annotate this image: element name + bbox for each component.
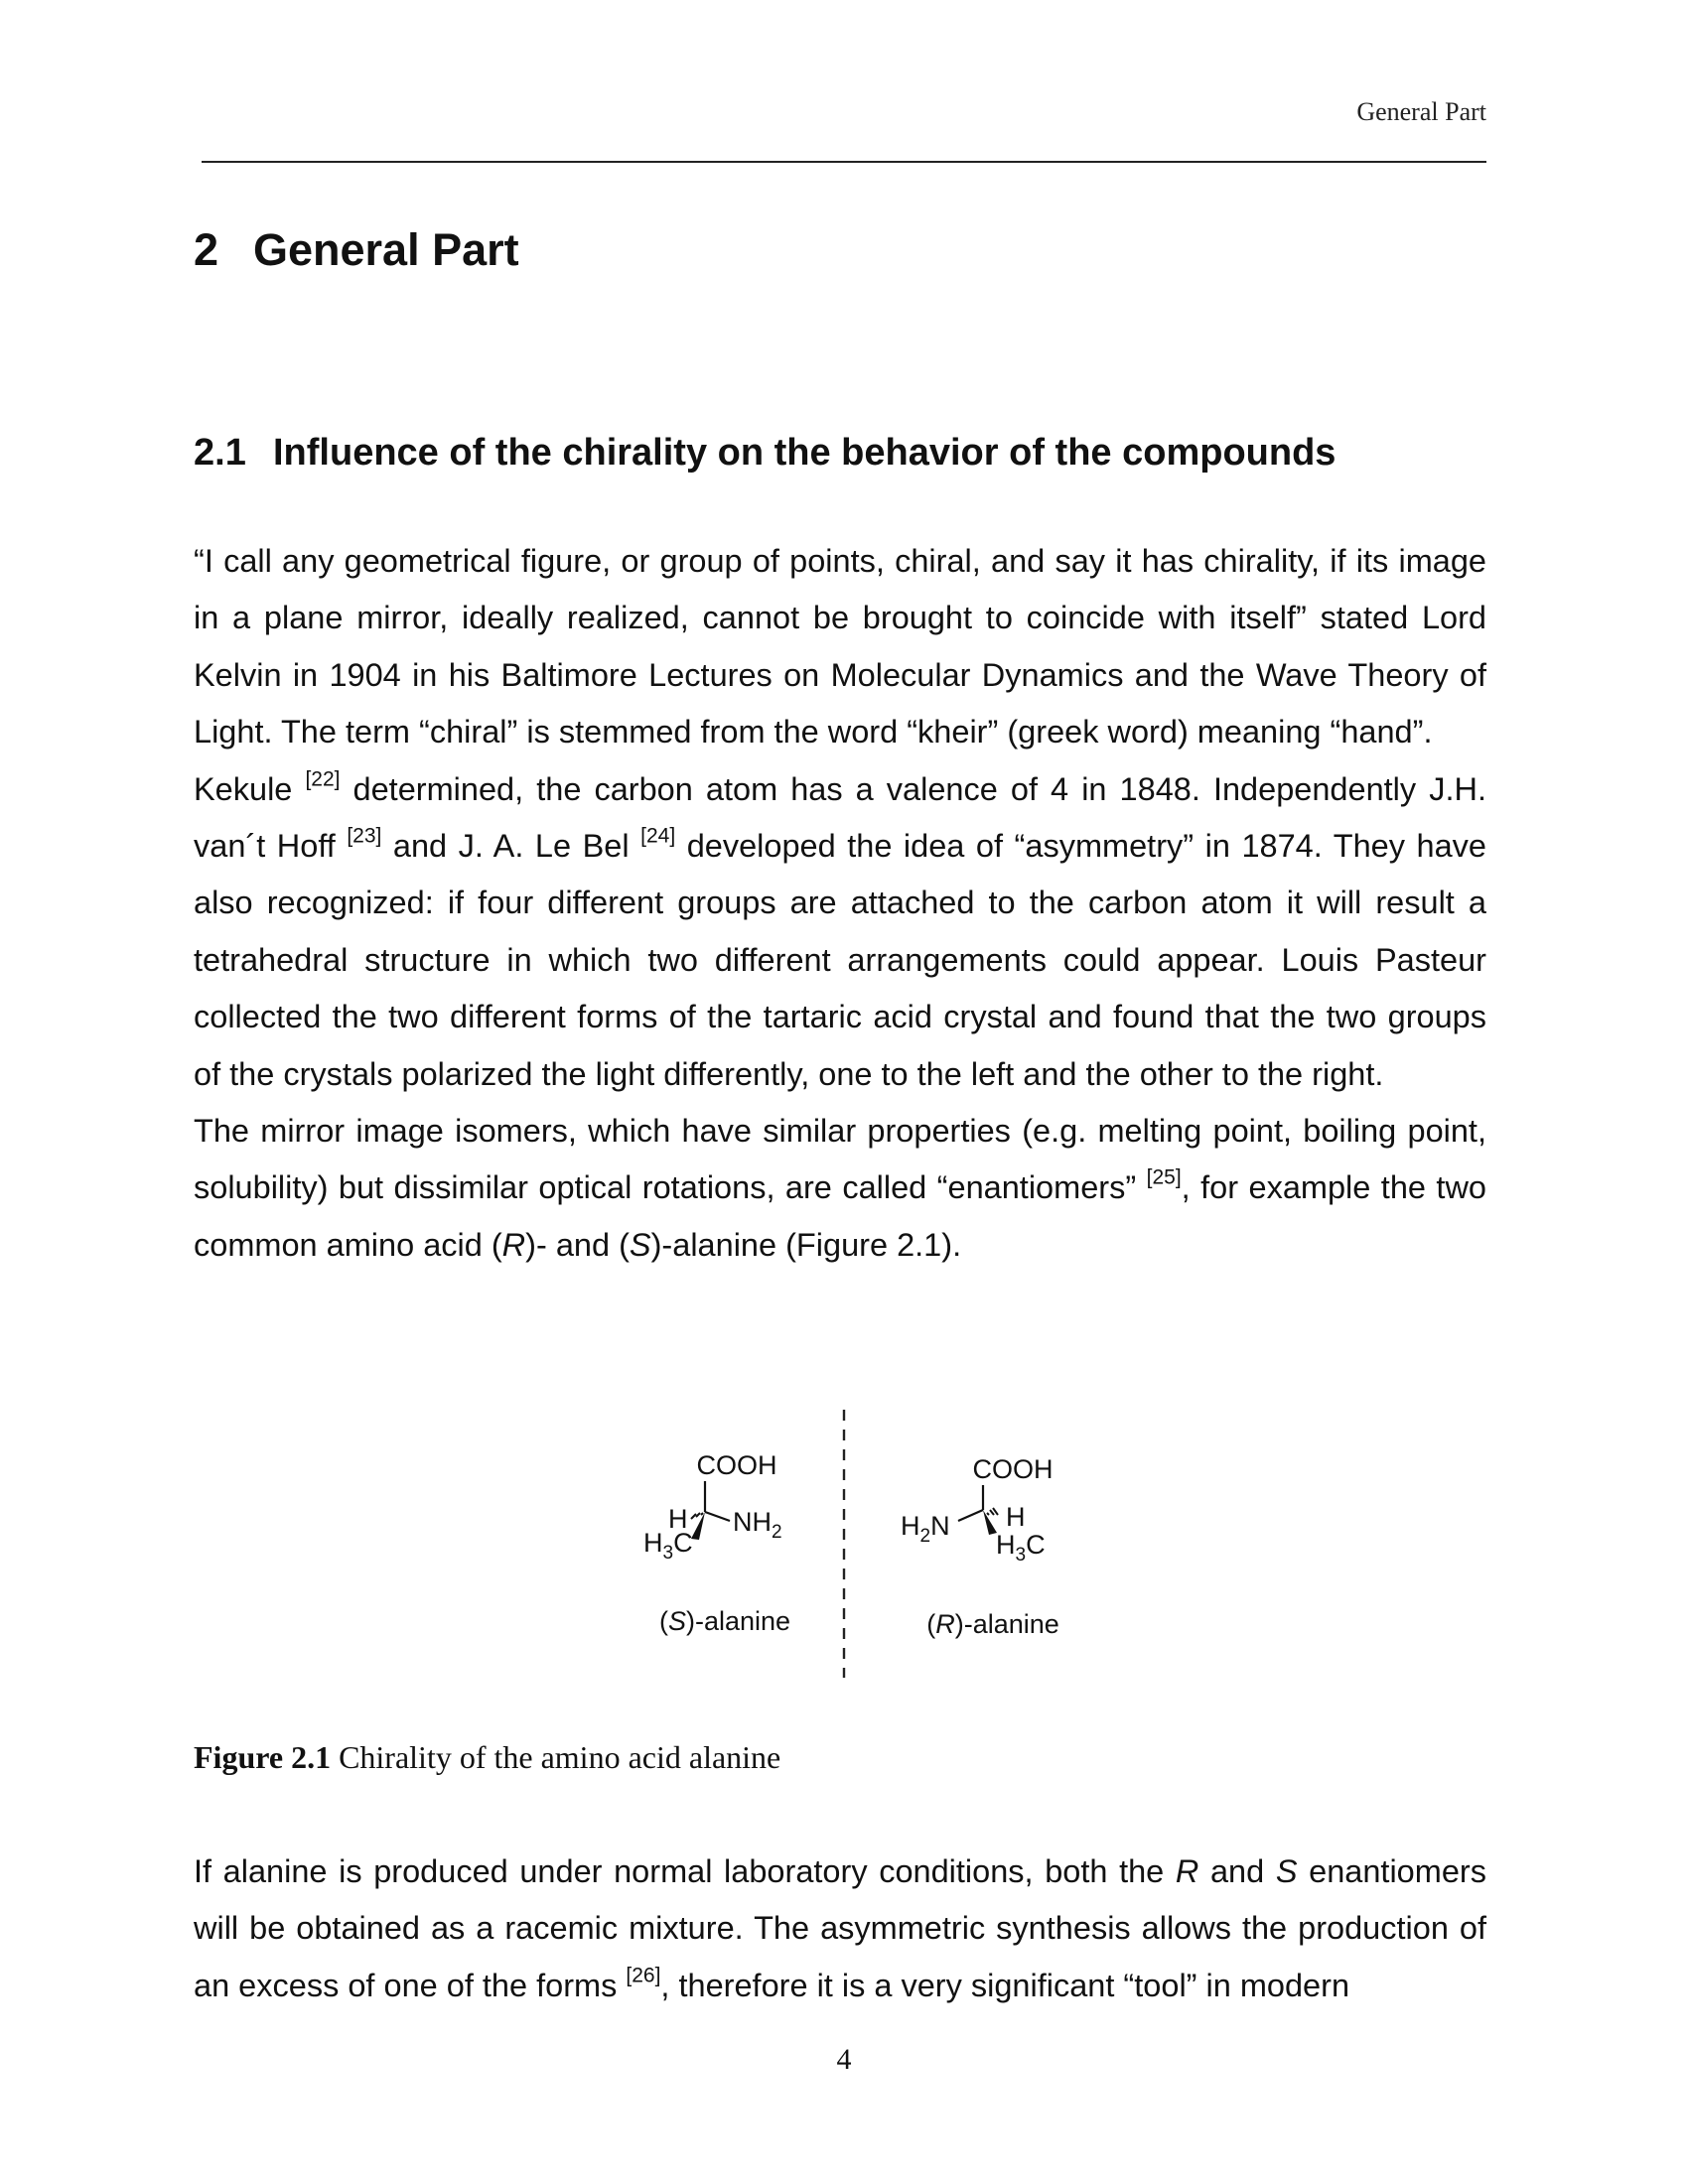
- para2-text-3: and J. A. Le Bel: [381, 828, 641, 865]
- figure-caption-label: Figure 2.1: [194, 1739, 332, 1775]
- paragraph-enantiomers: [194, 1103, 1486, 1274]
- figure-caption-text: Chirality of the amino acid alanine: [331, 1739, 781, 1775]
- figure-caption: [194, 1739, 780, 1776]
- running-head: General Part: [1356, 97, 1486, 126]
- para4-text-2: and: [1198, 1853, 1276, 1889]
- s-alanine-nh2: $NH_2$: [733, 1507, 782, 1543]
- r-alanine-hashed-bond: [987, 1508, 998, 1515]
- paragraph-history: [194, 761, 1486, 1103]
- r-alanine-wedge-bond: [983, 1510, 997, 1535]
- para4-config-r: R: [1175, 1853, 1199, 1889]
- para4-text-3: enantiomers will be obtained as a racemic mixture. The asymmetric synthesis allows the production of an excess of one of the forms: [194, 1853, 1486, 2003]
- config-s: S: [629, 1226, 651, 1263]
- para4-config-s: S: [1275, 1853, 1298, 1889]
- chapter-title: [194, 223, 519, 277]
- s-alanine-h: H: [668, 1504, 688, 1534]
- citation-23: [23]: [347, 824, 382, 848]
- citation-22: [22]: [305, 766, 341, 790]
- s-alanine-label: (S)-alanine: [658, 1606, 791, 1636]
- para3-text-2: , for example the two common amino acid (: [194, 1169, 1486, 1263]
- alanine-figure: [596, 1410, 1092, 1698]
- paragraph-asymmetric-synthesis: [194, 1843, 1486, 2014]
- r-alanine-cooh: COOH: [972, 1454, 1054, 1484]
- r-alanine-bond-nh2: [958, 1510, 983, 1521]
- chapter-number: 2: [194, 224, 219, 275]
- r-alanine-h2n: $H_2N$: [901, 1511, 950, 1547]
- s-alanine-h3c: $H_3C$: [643, 1528, 693, 1564]
- s-alanine-structure: [643, 1450, 790, 1636]
- s-alanine-cooh: COOH: [696, 1450, 777, 1480]
- paragraph-kelvin-quote: “I call any geometrical figure, or group of points, chiral, and say it has chirality, if its image in a plane mirror, ideally realized, cannot be brought to coincide with itself” stated Lord Kelvin in 1904 in his Baltimore Lectures on Molecular Dynamics and the Wave Theory of Light. The term “chiral” is stemmed from the word “kheir” (greek word) meaning “hand”.: [194, 543, 1486, 751]
- s-alanine-bond-nh2: [705, 1512, 730, 1521]
- para3-text-3: )- and (: [525, 1226, 630, 1263]
- section-number: 2.1: [194, 432, 246, 474]
- header-rule: [202, 161, 1486, 163]
- page-number: 4: [836, 2043, 852, 2076]
- s-alanine-hashed-bond: [691, 1513, 703, 1519]
- para2-text-4: developed the idea of “asymmetry” in 1874. They have also recognized: if four different groups are attached to the carbon atom it will result a tetrahedral structure in which two different arrangements could appear. Louis Pasteur collected the two different forms of the tartaric acid crystal and found that the two groups of the crystals polarized the light differently, one to the left and the other to the right.: [194, 828, 1486, 1092]
- para4-text-4: , therefore it is a very significant “tool” in modern: [660, 1967, 1350, 2003]
- r-alanine-h: H: [1006, 1502, 1026, 1532]
- citation-25: [25]: [1146, 1165, 1182, 1189]
- body-text-lower: [194, 1843, 1486, 2014]
- para3-text-1: The mirror image isomers, which have similar properties (e.g. melting point, boiling point, solubility) but dissimilar optical rotations, are called “enantiomers”: [194, 1113, 1486, 1206]
- citation-24: [24]: [640, 824, 676, 848]
- section-title: [194, 431, 1336, 477]
- para2-text-1: Kekule: [194, 770, 306, 807]
- r-alanine-h3c: $H_3C$: [996, 1530, 1046, 1566]
- config-r: R: [501, 1226, 526, 1263]
- section-title-text: Influence of the chirality on the behavior of the compounds: [273, 432, 1336, 474]
- body-text-upper: [194, 533, 1486, 1274]
- para3-text-4: )-alanine (Figure 2.1).: [650, 1226, 962, 1263]
- citation-26: [26]: [626, 1964, 661, 1987]
- para4-text-1: If alanine is produced under normal laboratory conditions, both the: [194, 1853, 1176, 1889]
- r-alanine-label: (R)-alanine: [926, 1609, 1059, 1639]
- chapter-title-text: General Part: [253, 224, 519, 275]
- r-alanine-structure: [901, 1454, 1059, 1639]
- para2-text-2: determined, the carbon atom has a valence of 4 in 1848. Independently J.H. van´t Hoff: [194, 770, 1486, 865]
